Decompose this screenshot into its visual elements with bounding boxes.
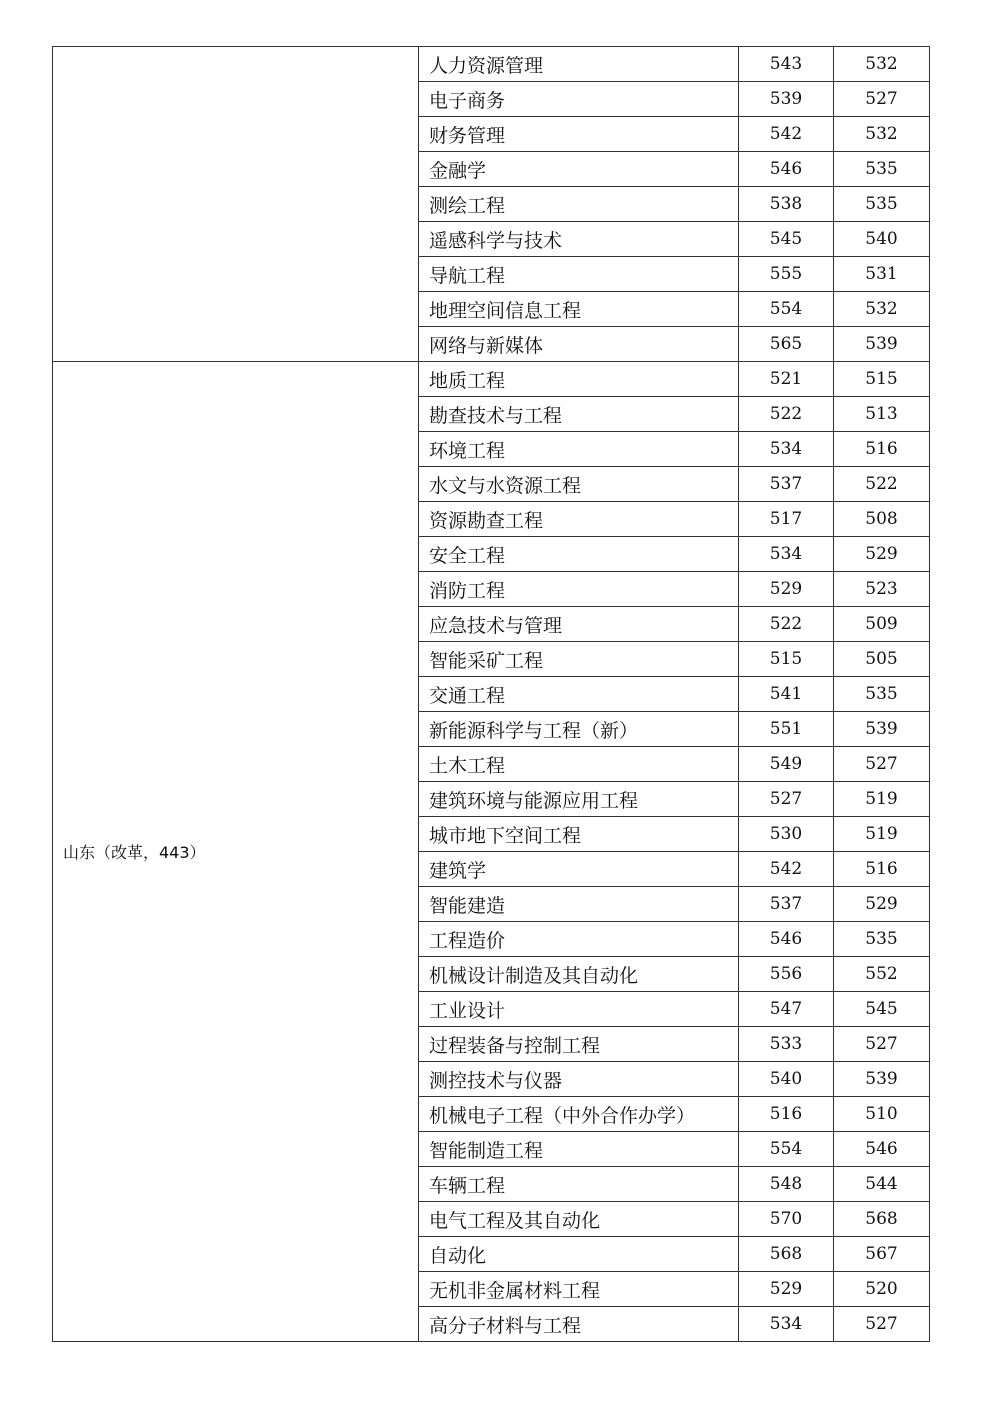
major-cell: 建筑学	[419, 852, 739, 887]
table-row	[53, 47, 930, 82]
major-cell: 土木工程	[419, 747, 739, 782]
major-cell: 无机非金属材料工程	[419, 1272, 739, 1307]
major-cell: 工程造价	[419, 922, 739, 957]
min-score-cell: 567	[834, 1237, 930, 1272]
max-score-cell: 534	[739, 1307, 834, 1342]
max-score-cell: 565	[739, 327, 834, 362]
min-score-cell: 532	[834, 117, 930, 152]
min-score-cell: 544	[834, 1167, 930, 1202]
min-score-cell: 532	[834, 47, 930, 82]
major-cell: 环境工程	[419, 432, 739, 467]
max-score-cell: 548	[739, 1167, 834, 1202]
major-cell: 资源勘查工程	[419, 502, 739, 537]
major-cell: 自动化	[419, 1237, 739, 1272]
min-score-cell: 535	[834, 677, 930, 712]
table-row	[53, 362, 930, 397]
major-cell: 电气工程及其自动化	[419, 1202, 739, 1237]
min-score-cell: 529	[834, 537, 930, 572]
major-cell: 勘查技术与工程	[419, 397, 739, 432]
max-score-cell: 546	[739, 152, 834, 187]
major-cell: 高分子材料与工程	[419, 1307, 739, 1342]
min-score-cell: 552	[834, 957, 930, 992]
major-cell: 车辆工程	[419, 1167, 739, 1202]
max-score-cell: 537	[739, 467, 834, 502]
min-score-cell: 539	[834, 712, 930, 747]
table-body	[53, 47, 930, 1342]
max-score-cell: 543	[739, 47, 834, 82]
max-score-cell: 547	[739, 992, 834, 1027]
max-score-cell: 555	[739, 257, 834, 292]
max-score-cell: 570	[739, 1202, 834, 1237]
min-score-cell: 568	[834, 1202, 930, 1237]
min-score-cell: 515	[834, 362, 930, 397]
min-score-cell: 546	[834, 1132, 930, 1167]
major-cell: 智能采矿工程	[419, 642, 739, 677]
major-cell: 地质工程	[419, 362, 739, 397]
min-score-cell: 539	[834, 327, 930, 362]
max-score-cell: 529	[739, 572, 834, 607]
min-score-cell: 519	[834, 817, 930, 852]
max-score-cell: 533	[739, 1027, 834, 1062]
max-score-cell: 542	[739, 117, 834, 152]
min-score-cell: 535	[834, 922, 930, 957]
max-score-cell: 538	[739, 187, 834, 222]
min-score-cell: 513	[834, 397, 930, 432]
max-score-cell: 554	[739, 1132, 834, 1167]
max-score-cell: 551	[739, 712, 834, 747]
min-score-cell: 516	[834, 852, 930, 887]
major-cell: 导航工程	[419, 257, 739, 292]
min-score-cell: 532	[834, 292, 930, 327]
min-score-cell: 527	[834, 747, 930, 782]
min-score-cell: 527	[834, 1027, 930, 1062]
major-cell: 地理空间信息工程	[419, 292, 739, 327]
province-cell	[53, 47, 419, 362]
major-cell: 遥感科学与技术	[419, 222, 739, 257]
min-score-cell: 505	[834, 642, 930, 677]
max-score-cell: 534	[739, 432, 834, 467]
max-score-cell: 527	[739, 782, 834, 817]
major-cell: 新能源科学与工程（新）	[419, 712, 739, 747]
max-score-cell: 516	[739, 1097, 834, 1132]
major-cell: 智能建造	[419, 887, 739, 922]
major-cell: 消防工程	[419, 572, 739, 607]
min-score-cell: 522	[834, 467, 930, 502]
max-score-cell: 541	[739, 677, 834, 712]
major-cell: 智能制造工程	[419, 1132, 739, 1167]
max-score-cell: 568	[739, 1237, 834, 1272]
min-score-cell: 545	[834, 992, 930, 1027]
min-score-cell: 539	[834, 1062, 930, 1097]
document-page	[52, 46, 929, 1342]
major-cell: 安全工程	[419, 537, 739, 572]
admission-score-table	[52, 46, 930, 1342]
major-cell: 机械设计制造及其自动化	[419, 957, 739, 992]
max-score-cell: 546	[739, 922, 834, 957]
max-score-cell: 540	[739, 1062, 834, 1097]
major-cell: 过程装备与控制工程	[419, 1027, 739, 1062]
max-score-cell: 522	[739, 397, 834, 432]
max-score-cell: 529	[739, 1272, 834, 1307]
major-cell: 测绘工程	[419, 187, 739, 222]
max-score-cell: 515	[739, 642, 834, 677]
min-score-cell: 510	[834, 1097, 930, 1132]
max-score-cell: 545	[739, 222, 834, 257]
major-cell: 工业设计	[419, 992, 739, 1027]
min-score-cell: 529	[834, 887, 930, 922]
max-score-cell: 522	[739, 607, 834, 642]
major-cell: 网络与新媒体	[419, 327, 739, 362]
major-cell: 交通工程	[419, 677, 739, 712]
min-score-cell: 516	[834, 432, 930, 467]
min-score-cell: 523	[834, 572, 930, 607]
min-score-cell: 509	[834, 607, 930, 642]
max-score-cell: 556	[739, 957, 834, 992]
max-score-cell: 530	[739, 817, 834, 852]
major-cell: 机械电子工程（中外合作办学）	[419, 1097, 739, 1132]
min-score-cell: 520	[834, 1272, 930, 1307]
max-score-cell: 554	[739, 292, 834, 327]
max-score-cell: 542	[739, 852, 834, 887]
max-score-cell: 521	[739, 362, 834, 397]
max-score-cell: 549	[739, 747, 834, 782]
max-score-cell: 534	[739, 537, 834, 572]
major-cell: 应急技术与管理	[419, 607, 739, 642]
min-score-cell: 540	[834, 222, 930, 257]
min-score-cell: 535	[834, 152, 930, 187]
max-score-cell: 539	[739, 82, 834, 117]
min-score-cell: 531	[834, 257, 930, 292]
min-score-cell: 535	[834, 187, 930, 222]
major-cell: 城市地下空间工程	[419, 817, 739, 852]
max-score-cell: 517	[739, 502, 834, 537]
major-cell: 建筑环境与能源应用工程	[419, 782, 739, 817]
major-cell: 金融学	[419, 152, 739, 187]
major-cell: 电子商务	[419, 82, 739, 117]
min-score-cell: 527	[834, 1307, 930, 1342]
max-score-cell: 537	[739, 887, 834, 922]
major-cell: 人力资源管理	[419, 47, 739, 82]
major-cell: 水文与水资源工程	[419, 467, 739, 502]
min-score-cell: 519	[834, 782, 930, 817]
min-score-cell: 508	[834, 502, 930, 537]
min-score-cell: 527	[834, 82, 930, 117]
major-cell: 测控技术与仪器	[419, 1062, 739, 1097]
province-cell: 山东（改革，443）	[53, 362, 419, 1342]
major-cell: 财务管理	[419, 117, 739, 152]
